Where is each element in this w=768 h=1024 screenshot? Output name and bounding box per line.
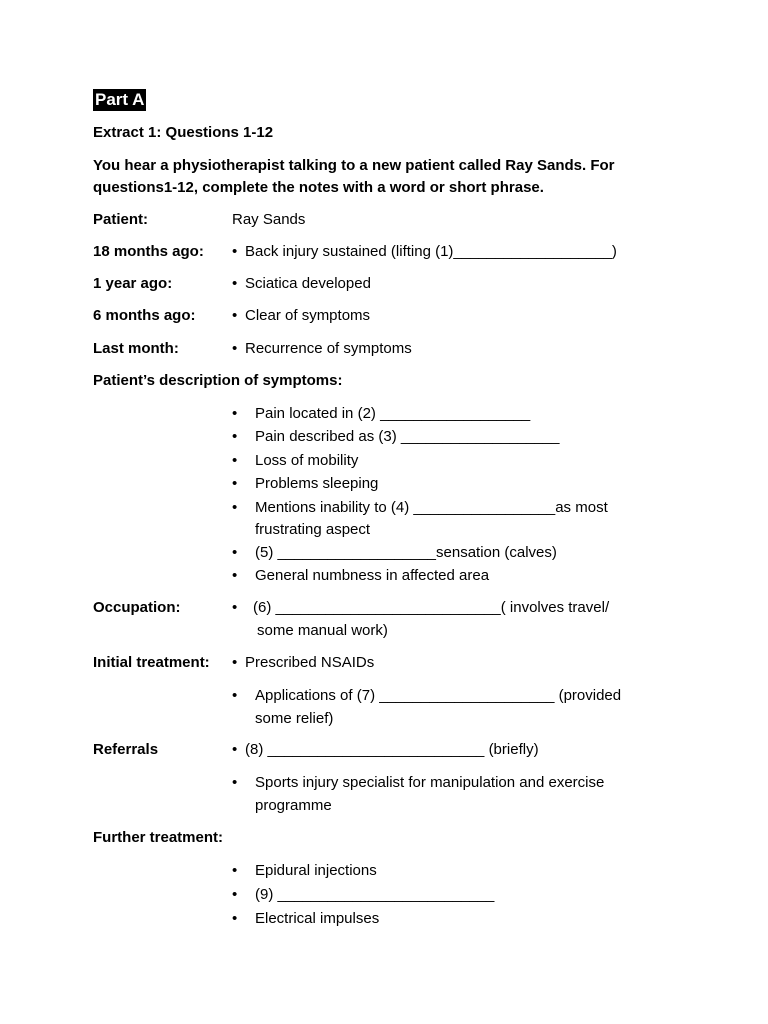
extract-heading: Extract 1: Questions 1-12 [93,124,274,141]
patient-label: Patient: [93,211,149,228]
row-6-months-bullet: • [232,307,238,324]
row-6-months-label: 6 months ago: [93,307,196,324]
referrals-bullet: • [232,741,238,758]
referrals-item-1: (8) __________________________ (briefly) [245,741,539,758]
symptom-item: Pain described as (3) ___________________ [255,428,560,445]
intro-line-2: questions1-12, complete the notes with a word or short phrase. [93,179,544,196]
row-6-months-value: Clear of symptoms [245,307,371,324]
further-bullet: • [232,886,238,903]
further-item: Electrical impulses [255,910,380,927]
initial-treatment-label: Initial treatment: [93,654,210,671]
further-treatment-label: Further treatment: [93,829,224,846]
part-label: Part A [95,90,145,109]
referrals-item-2: Sports injury specialist for manipulation and exercise [255,774,605,791]
symptom-item: Problems sleeping [255,475,379,492]
occupation-line-1: (6) ___________________________( involves travel/ [253,599,610,616]
patient-value: Ray Sands [232,211,306,228]
symptom-bullet: • [232,475,238,492]
symptom-item: (5) ___________________sensation (calves) [255,544,557,561]
further-item: Epidural injections [255,862,377,879]
symptom-bullet: • [232,544,238,561]
symptom-item: Pain located in (2) __________________ [255,405,531,422]
row-1-year-label: 1 year ago: [93,275,173,292]
row-1-year-value: Sciatica developed [245,275,371,292]
symptom-item: Loss of mobility [255,452,359,469]
occupation-label: Occupation: [93,599,181,616]
row-18-months-label: 18 months ago: [93,243,204,260]
initial-item-2: Applications of (7) _____________________ (provided [255,687,622,704]
symptom-bullet: • [232,428,238,445]
symptoms-heading: Patient’s description of symptoms: [93,372,343,389]
symptom-bullet: • [232,452,238,469]
initial-bullet: • [232,687,238,704]
initial-bullet: • [232,654,238,671]
symptom-bullet: • [232,405,238,422]
row-18-months-bullet: • [232,243,238,260]
further-item: (9) __________________________ [255,886,495,903]
intro-line-1: You hear a physiotherapist talking to a new patient called Ray Sands. For [93,157,615,174]
row-last-month-value: Recurrence of symptoms [245,340,412,357]
further-bullet: • [232,910,238,927]
symptom-bullet: • [232,567,238,584]
symptom-item-continued: frustrating aspect [255,521,371,538]
initial-item-2-continued: some relief) [255,710,334,727]
further-bullet: • [232,862,238,879]
row-last-month-label: Last month: [93,340,179,357]
occupation-bullet: • [232,599,238,616]
row-last-month-bullet: • [232,340,238,357]
row-1-year-bullet: • [232,275,238,292]
symptom-item: General numbness in affected area [255,567,490,584]
referrals-bullet: • [232,774,238,791]
occupation-line-2: some manual work) [257,622,388,639]
symptom-item: Mentions inability to (4) _________________as most [255,499,608,516]
row-18-months-value: Back injury sustained (lifting (1)___________________) [245,243,617,260]
symptom-bullet: • [232,499,238,516]
initial-item-1: Prescribed NSAIDs [245,654,375,671]
referrals-item-2-continued: programme [255,797,332,814]
referrals-label: Referrals [93,741,159,758]
